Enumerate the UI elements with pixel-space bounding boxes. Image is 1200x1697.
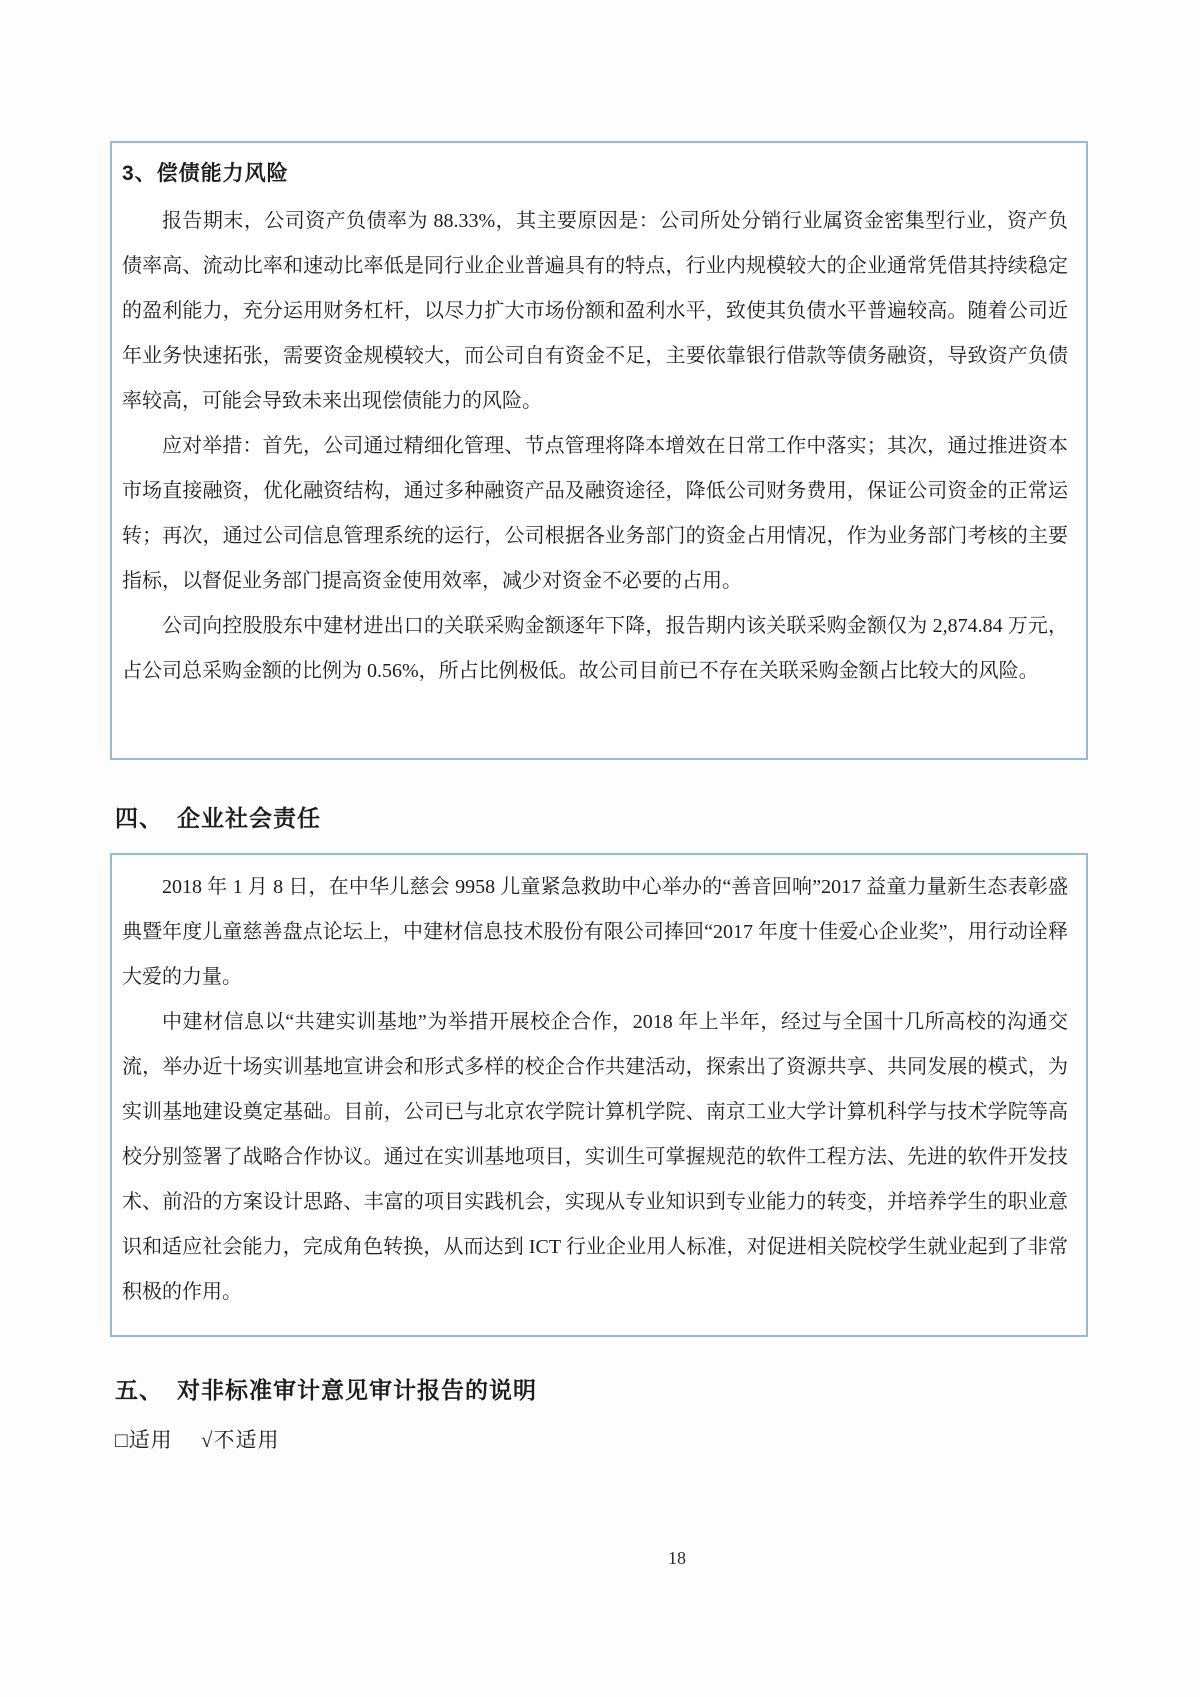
section-heading-csr	[115, 800, 321, 833]
section-heading-audit-opinion	[115, 1372, 537, 1405]
csr-paragraph-1: 2018 年 1 月 8 日，在中华儿慈会 9958 儿童紧急救助中心举办的“善音回响”2017 益童力量新生态表彰盛典暨年度儿童慈善盘点论坛上，中建材信息技术股份有限公司捧回“2017 年度十佳爱心企业奖”，用行动诠释大爱的力量。	[122, 876, 1068, 988]
not-applicable-option-checked: √不适用	[200, 1428, 280, 1452]
risk-paragraph-2: 应对举措：首先，公司通过精细化管理、节点管理将降本增效在日常工作中落实；其次，通过推进资本市场直接融资，优化融资结构，通过多种融资产品及融资途径，降低公司财务费用，保证公司资金的正常运转；再次，通过公司信息管理系统的运行，公司根据各业务部门的资金占用情况，作为业务部门考核的主要指标，以督促业务部门提高资金使用效率，减少对资金不必要的占用。	[122, 435, 1068, 592]
risk-paragraph-3: 公司向控股股东中建材进出口的关联采购金额逐年下降，报告期内该关联采购金额仅为 2,874.84 万元，占公司总采购金额的比例为 0.56%，所占比例极低。故公司目前已不存在关联采购金额占比较大的风险。	[122, 615, 1068, 682]
section-title: 对非标准审计意见审计报告的说明	[177, 1377, 537, 1403]
csr-paragraph-2: 中建材信息以“共建实训基地”为举措开展校企合作，2018 年上半年，经过与全国十几所高校的沟通交流，举办近十场实训基地宣讲会和形式多样的校企合作共建活动，探索出了资源共享、共同发展的模式，为实训基地建设奠定基础。目前，公司已与北京农学院计算机学院、南京工业大学计算机科学与技术学院等高校分别签署了战略合作协议。通过在实训基地项目，实训生可掌握规范的软件工程方法、先进的软件开发技术、前沿的方案设计思路、丰富的项目实践机会，实现从专业知识到专业能力的转变，并培养学生的职业意识和适应社会能力，完成角色转换，从而达到 ICT 行业企业用人标准，对促进相关院校学生就业起到了非常积极的作用。	[122, 1011, 1068, 1303]
risk-section-box	[110, 141, 1088, 760]
page-number: 18	[668, 1548, 686, 1568]
section-number: 五、	[115, 1377, 163, 1403]
applicable-option-unchecked: □适用	[115, 1428, 173, 1452]
section-title: 企业社会责任	[177, 805, 321, 831]
risk-paragraph-1: 报告期末，公司资产负债率为 88.33%，其主要原因是：公司所处分销行业属资金密集型行业，资产负债率高、流动比率和速动比率低是同行业企业普遍具有的特点，行业内规模较大的企业通常凭借其持续稳定的盈利能力，充分运用财务杠杆，以尽力扩大市场份额和盈利水平，致使其负债水平普遍较高。随着公司近年业务快速拓张，需要资金规模较大，而公司自有资金不足，主要依靠银行借款等债务融资，导致资产负债率较高，可能会导致未来出现偿债能力的风险。	[122, 210, 1068, 412]
applicability-line	[115, 1424, 301, 1454]
risk-box-heading: 3、偿债能力风险	[122, 162, 289, 185]
csr-section-box	[110, 853, 1088, 1337]
section-number: 四、	[115, 805, 163, 831]
